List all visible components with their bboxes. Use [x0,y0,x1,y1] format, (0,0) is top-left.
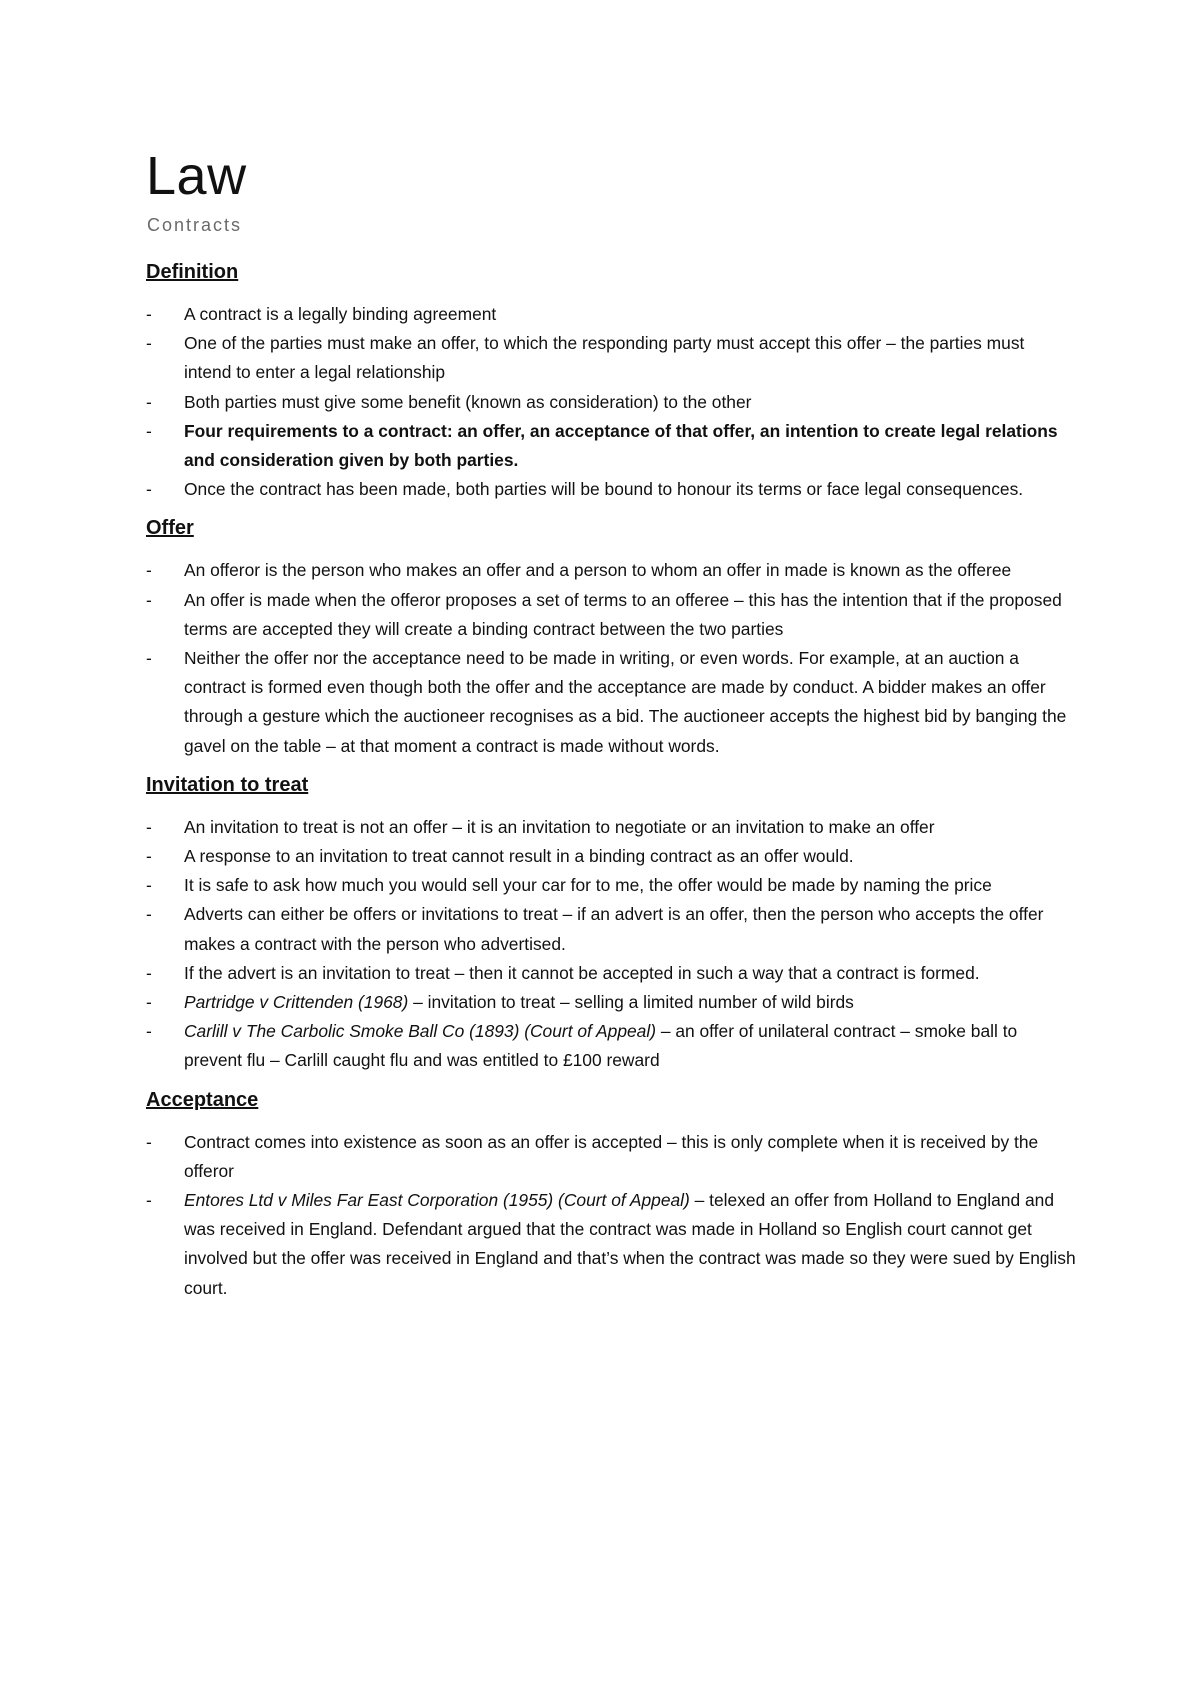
bullet-dash: - [146,589,152,610]
item-text: Both parties must give some benefit (known as consideration) to the other [184,391,752,412]
item-text: – invitation to treat – selling a limited number of wild birds [408,992,854,1013]
list-item [146,1128,1076,1186]
section-heading: Acceptance [146,1088,259,1111]
item-text: An offeror is the person who makes an offer and a person to whom an offer in made is known as the offeree [184,560,1012,581]
bullet-dash: - [146,875,152,896]
bullet-list [146,556,1076,760]
bullet-dash: - [146,1190,152,1211]
section-heading: Invitation to treat [146,773,309,796]
item-text: A contract is a legally binding agreement [184,304,497,324]
bullet-dash: - [146,962,152,983]
list-item [146,842,1076,871]
item-text: An invitation to treat is not an offer – it is an invitation to negotiate or an invitation to make an offer [184,816,935,837]
section-invitation-to-treat [146,771,1076,1076]
list-item [146,988,1076,1017]
item-text: It is safe to ask how much you would sell your car for to me, the offer would be made by naming the price [184,875,992,896]
item-text: – telexed an offer from Holland to England and was received in England. Defendant argued that the contract was made in Holland so English court cannot get involved but the offer was received in England and that’s when the contract was made so they were sued by English court. [184,1190,1076,1298]
item-text: Four requirements to a contract: an offer, an acceptance of that offer, an intention to create legal relations and consideration given by both parties. [184,420,1058,471]
list-item [146,329,1076,387]
bullet-dash: - [146,648,152,669]
list-item [146,900,1076,958]
bullet-dash: - [146,1131,152,1152]
bullet-list [146,1128,1076,1303]
bullet-list [146,300,1076,504]
item-text: Once the contract has been made, both parties will be bound to honour its terms or face legal consequences. [184,479,1024,500]
case-citation: Partridge v Crittenden (1968) [184,992,409,1013]
item-text: A response to an invitation to treat cannot result in a binding contract as an offer would. [184,846,854,867]
item-text: – an offer of unilateral contract – smoke ball to prevent flu – Carlill caught flu and was entitled to £100 reward [184,1021,1018,1071]
bullet-dash: - [146,304,152,324]
bullet-dash: - [146,904,152,925]
document-title: Law [146,146,247,206]
item-text: Contract comes into existence as soon as an offer is accepted – this is only complete when it is received by the offeror [184,1131,1039,1181]
case-citation: Entores Ltd v Miles Far East Corporation (1955) (Court of Appeal) [184,1190,690,1211]
item-text: If the advert is an invitation to treat – then it cannot be accepted in such a way that a contract is formed. [184,962,980,983]
bullet-dash: - [146,846,152,867]
item-text: An offer is made when the offeror proposes a set of terms to an offeree – this has the intention that if the proposed terms are accepted they will create a binding contract between the two parties [184,589,1062,639]
bullet-dash: - [146,1021,152,1042]
section-definition [146,258,1076,504]
case-citation: Carlill v The Carbolic Smoke Ball Co (1893) (Court of Appeal) [184,1021,656,1042]
list-item [146,1186,1076,1303]
list-item [146,417,1076,475]
item-text: Neither the offer nor the acceptance need to be made in writing, or even words. For example, at an auction a contract is formed even though both the offer and the acceptance are made by conduct. A bidder makes an offer through a gesture which the auctioneer recognises as a bid. The auctioneer accepts the highest bid by banging the gavel on the table – at that moment a contract is made without words. [184,648,1067,756]
bullet-dash: - [146,333,152,354]
bullet-dash: - [146,479,152,500]
bullet-dash: - [146,992,152,1013]
section-offer [146,514,1076,760]
list-item [146,556,1076,585]
list-item [146,300,1076,329]
list-item [146,871,1076,900]
list-item [146,586,1076,644]
bullet-list [146,813,1076,1076]
list-item [146,388,1076,417]
item-text: Adverts can either be offers or invitations to treat – if an advert is an offer, then the person who accepts the offer makes a contract with the person who advertised. [184,904,1044,954]
section-heading: Offer [146,517,194,540]
list-item [146,1017,1076,1075]
list-item [146,813,1076,842]
list-item [146,475,1076,504]
bullet-dash: - [146,560,152,581]
list-item [146,644,1076,761]
item-text: One of the parties must make an offer, to which the responding party must accept this offer – the parties must intend to enter a legal relationship [184,333,1025,383]
bullet-dash: - [146,816,152,837]
document-subtitle: Contracts [147,215,243,235]
section-acceptance [146,1086,1076,1303]
bullet-dash: - [146,391,152,412]
document-body [146,258,1076,1313]
list-item [146,959,1076,988]
section-heading: Definition [146,261,239,283]
bullet-dash: - [146,420,152,441]
